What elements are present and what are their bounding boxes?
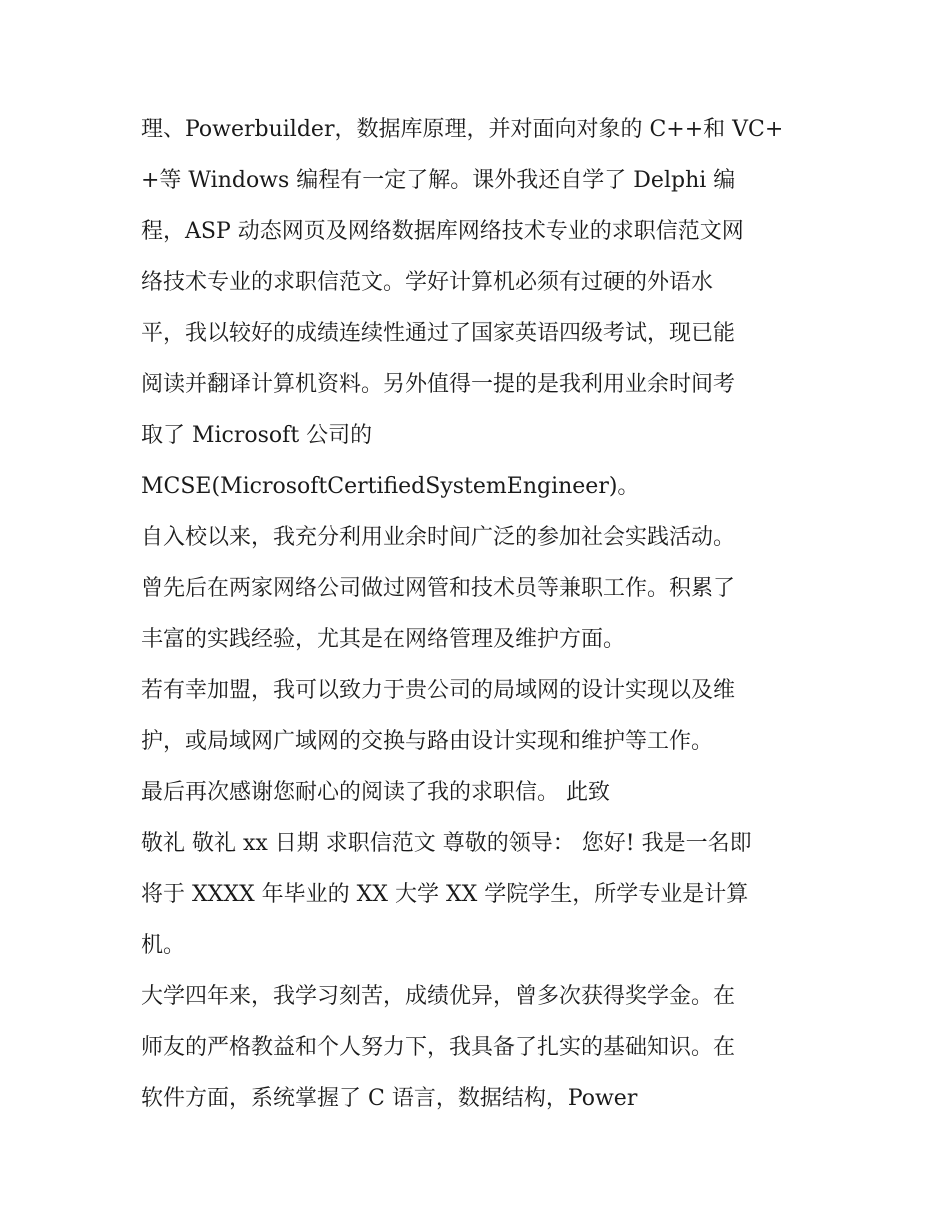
text-line: 软件方面，系统掌握了 C 语言，数据结构，Power bbox=[141, 1086, 638, 1111]
text-line: 曾先后在两家网络公司做过网管和技术员等兼职工作。积累了 bbox=[141, 576, 736, 601]
text-line: 敬礼 敬礼 xx 日期 求职信范文 尊敬的领导： 您好! 我是一名即 bbox=[141, 831, 752, 856]
text-line: 师友的严格教益和个人努力下，我具备了扎实的基础知识。在 bbox=[141, 1035, 736, 1060]
text-line: 若有幸加盟，我可以致力于贵公司的局域网的设计实现以及维 bbox=[141, 678, 736, 703]
document-body bbox=[141, 104, 821, 1124]
text-line: MCSE(MicrosoftCertifiedSystemEngineer)。 bbox=[141, 474, 640, 499]
text-line: 理、Powerbuilder，数据库原理，并对面向对象的 C++和 VC+ bbox=[141, 117, 784, 142]
text-line: 络技术专业的求职信范文。学好计算机必须有过硬的外语水 bbox=[141, 270, 714, 295]
text-line: 自入校以来，我充分利用业余时间广泛的参加社会实践活动。 bbox=[141, 525, 736, 550]
text-line: 大学四年来，我学习刻苦，成绩优异，曾多次获得奖学金。在 bbox=[141, 984, 736, 1009]
text-line: 阅读并翻译计算机资料。另外值得一提的是我利用业余时间考 bbox=[141, 372, 736, 397]
text-line: 最后再次感谢您耐心的阅读了我的求职信。 此致 bbox=[141, 780, 610, 805]
text-line: 机。 bbox=[141, 933, 186, 958]
text-line: 取了 Microsoft 公司的 bbox=[141, 423, 373, 448]
text-line: 丰富的实践经验，尤其是在网络管理及维护方面。 bbox=[141, 627, 626, 652]
text-line: +等 Windows 编程有一定了解。课外我还自学了 Delphi 编 bbox=[141, 168, 736, 193]
text-line: 护，或局域网广域网的交换与路由设计实现和维护等工作。 bbox=[141, 729, 714, 754]
text-line: 平，我以较好的成绩连续性通过了国家英语四级考试，现已能 bbox=[141, 321, 736, 346]
text-line: 将于 XXXX 年毕业的 XX 大学 XX 学院学生，所学专业是计算 bbox=[141, 882, 749, 907]
text-line: 程，ASP 动态网页及网络数据库网络技术专业的求职信范文网 bbox=[141, 219, 744, 244]
